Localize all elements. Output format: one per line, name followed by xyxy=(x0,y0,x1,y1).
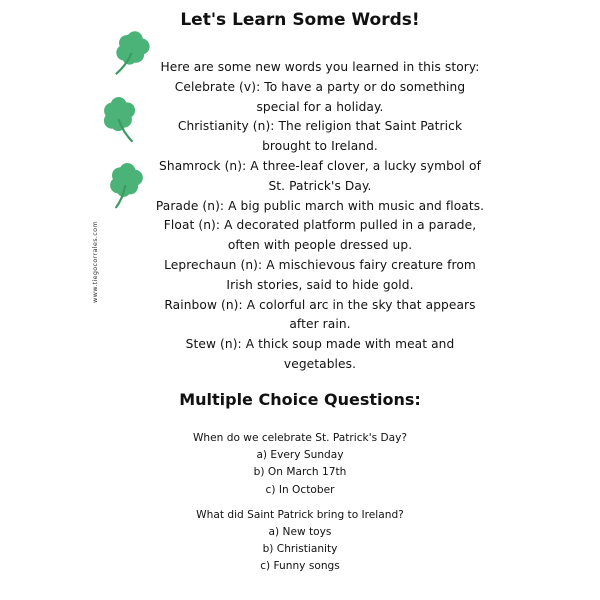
vocabulary-intro: Here are some new words you learned in this story: xyxy=(160,60,480,74)
vocabulary-section xyxy=(150,58,490,375)
vocabulary-line: Rainbow (n): A colorful arc in the sky that appears xyxy=(164,297,476,312)
page-title: Let's Learn Some Words! xyxy=(180,10,420,30)
shamrock-icon xyxy=(102,160,150,214)
vocabulary-line: Float (n): A decorated platform pulled in a parade, xyxy=(163,218,477,233)
vocabulary-line: Parade (n): A big public march with music and floats. xyxy=(155,198,485,213)
vocabulary-line: Leprechaun (n): A mischievous fairy creature from xyxy=(164,257,476,272)
watermark: www.tiegocorrales.com xyxy=(91,220,99,304)
answer-option: c) In October xyxy=(265,483,335,496)
vocabulary-line: after rain. xyxy=(289,317,351,332)
vocabulary-line: Irish stories, said to hide gold. xyxy=(226,277,414,292)
vocabulary-line: often with people dressed up. xyxy=(227,238,413,253)
answer-option: b) Christianity xyxy=(262,543,338,556)
question-text: What did Saint Patrick bring to Ireland? xyxy=(196,508,404,521)
question-block xyxy=(150,507,450,576)
shamrock-icon xyxy=(96,94,144,148)
answer-option: c) Funny songs xyxy=(260,560,340,573)
question-text: When do we celebrate St. Patrick's Day? xyxy=(192,432,408,444)
vocabulary-line: Stew (n): A thick soup made with meat and xyxy=(185,337,455,352)
quiz-section xyxy=(150,430,450,584)
answer-option: b) On March 17th xyxy=(253,466,347,479)
answer-option: a) New toys xyxy=(268,526,332,539)
vocabulary-line: Shamrock (n): A three-leaf clover, a lucky symbol of xyxy=(159,158,481,173)
vocabulary-line: special for a holiday. xyxy=(256,99,384,114)
vocabulary-line: Christianity (n): The religion that Saint Patrick xyxy=(177,119,463,134)
answer-option: a) Every Sunday xyxy=(256,449,344,462)
vocabulary-line: Celebrate (v): To have a party or do something xyxy=(174,79,466,94)
vocabulary-line: brought to Ireland. xyxy=(262,139,378,154)
vocabulary-line: St. Patrick's Day. xyxy=(268,178,372,193)
vocabulary-line: vegetables. xyxy=(283,356,357,371)
question-block xyxy=(150,430,450,499)
quiz-title: Multiple Choice Questions: xyxy=(179,390,421,409)
